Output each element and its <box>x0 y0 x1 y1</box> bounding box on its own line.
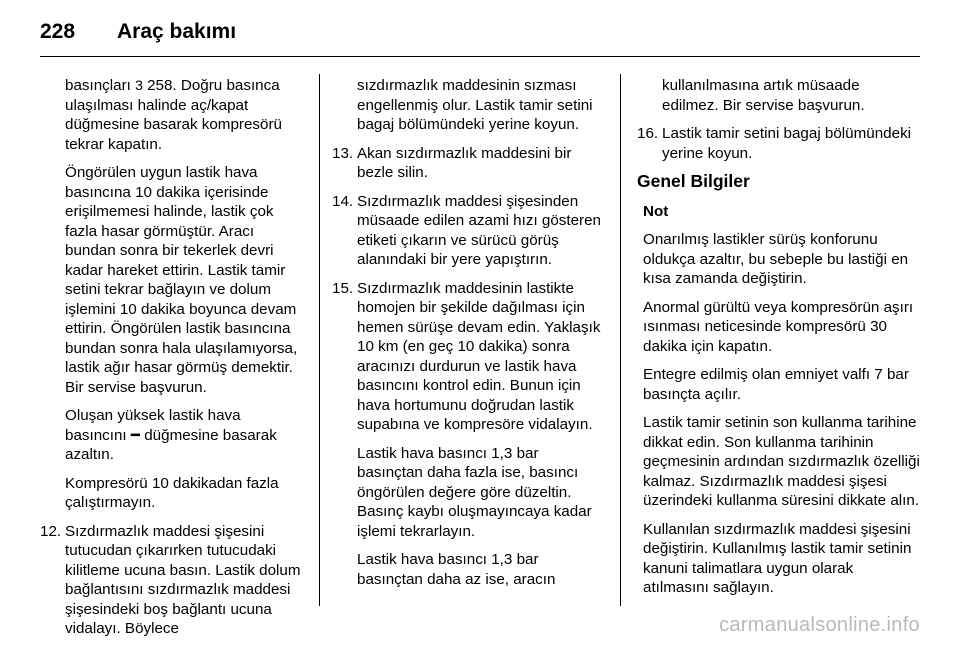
text-column-3 <box>637 76 920 607</box>
list-item <box>40 522 302 639</box>
minus-button-icon: ━ <box>130 426 141 444</box>
section-heading: Genel Bilgiler <box>637 171 750 191</box>
paragraph: Kompresörü 10 dakikadan fazla çalıştırmayın. <box>65 474 279 511</box>
list-item-text: Sızdırmazlık maddesi şişesinden müsaade edilen azami hızı gösteren etiketi çıkarın ve sürücü görüş alanındaki bir yere yapıştırın. <box>357 192 601 268</box>
paragraph: Oluşan yüksek lastik hava basıncını ━ düğmesine basarak azaltın. <box>65 407 277 463</box>
header-divider <box>40 56 920 57</box>
note-paragraph: Anormal gürültü veya kompresörün aşırı ısınması neticesinde kompresörü 30 dakika için kapatın. <box>643 298 914 355</box>
note-paragraph: Kullanılan sızdırmazlık maddesi şişesini değiştirin. Kullanılmış lastik tamir setinin kanuni talimatlara uygun olarak atılmasını sağlayın. <box>643 520 912 596</box>
list-number: 13. <box>332 144 354 162</box>
list-number: 15. <box>332 279 354 297</box>
list-item-text: Akan sızdırmazlık maddesini bir bezle silin. <box>357 144 572 181</box>
note-paragraph: Entegre edilmiş olan emniyet valfı 7 bar basınçta açılır. <box>643 366 909 403</box>
note-paragraph: Onarılmış lastikler sürüş konforunu oldukça azaltır, bu sebeple bu lastiği en kısa zamanda değiştirin. <box>643 231 909 287</box>
text-column-2 <box>332 76 607 598</box>
list-item <box>332 192 607 270</box>
cross-reference-arrow-icon: 3 <box>135 77 143 93</box>
list-item-text: Sızdırmazlık maddesi şişesini tutucudan çıkarırken tutucudaki kilitleme ucuna basın. Lastik dolum bağlantısını sızdırmazlık maddesi şişesindeki boş bağlantı ucuna vidalayı. Böylece <box>65 522 301 637</box>
paragraph: Öngörülen uygun lastik hava basıncına 10 dakika içerisinde erişilmemesi halinde, lastik çok fazla hasar görmüştür. Aracı bundan sonra bir tekerlek devri kadar hareket ettirin. Lastik tamir setini tekrar bağlayın ve dolum işlemini 10 dakika boyunca devam ettirin. Öngörülen lastik basıncına bundan sonra hala ulaşılamıyorsa, lastik ağır hasar görmüş demektir. Bir servise başvurun. <box>65 164 298 396</box>
list-number: 14. <box>332 192 354 210</box>
paragraph: sızdırmazlık maddesinin sızması engellenmiş olur. Lastik tamir setini bagaj bölümündeki yerine koyun. <box>357 77 593 133</box>
list-item-text: Lastik tamir setini bagaj bölümündeki yerine koyun. <box>662 125 912 162</box>
list-item <box>332 279 607 435</box>
column-divider-1 <box>319 74 320 606</box>
page-header <box>40 12 920 52</box>
note-block <box>637 202 920 598</box>
page-number: 228 <box>40 20 76 43</box>
list-item <box>637 124 920 163</box>
text-column-1 <box>40 76 302 648</box>
list-item-text: Sızdırmazlık maddesinin lastikte homojen bir şekilde dağılması için hemen sürüşe devam edin. Yaklaşık 10 km (en geç 10 dakika) sonra aracınızı durdurun ve lastik hava basıncını kontrol edin. Bunun için hava hortumunu doğrudan lastik supabına ve kompresöre vidalayın. <box>357 279 601 433</box>
list-item <box>332 144 607 183</box>
paragraph: Lastik hava basıncı 1,3 bar basınçtan daha az ise, aracın <box>357 551 556 588</box>
watermark: carmanualsonline.info <box>719 614 920 636</box>
paragraph: Lastik hava basıncı 1,3 bar basınçtan daha fazla ise, basıncı öngörülen değere göre düzeltin. Basınç kaybı oluşmayıncaya kadar işlemi tekrarlayın. <box>357 444 592 540</box>
column-divider-2 <box>620 74 621 606</box>
note-label: Not <box>643 202 669 220</box>
paragraph: basınçları 3 258. Doğru basınca ulaşılması halinde aç/kapat düğmesine basarak kompresörü tekrar kapatın. <box>65 77 282 153</box>
list-number: 12. <box>40 522 62 540</box>
paragraph: kullanılmasına artık müsaade edilmez. Bir servise başvurun. <box>662 77 865 114</box>
page-title: Araç bakımı <box>117 20 237 43</box>
list-number: 16. <box>637 125 659 142</box>
note-paragraph: Lastik tamir setinin son kullanma tarihine dikkat edin. Son kullanma tarihinin geçmesinin ardından sızdırmazlık özelliği kalmaz. Sızdırmazlık maddesi şişesi üzerindeki kullanma süresini dikkate alın. <box>643 414 920 509</box>
